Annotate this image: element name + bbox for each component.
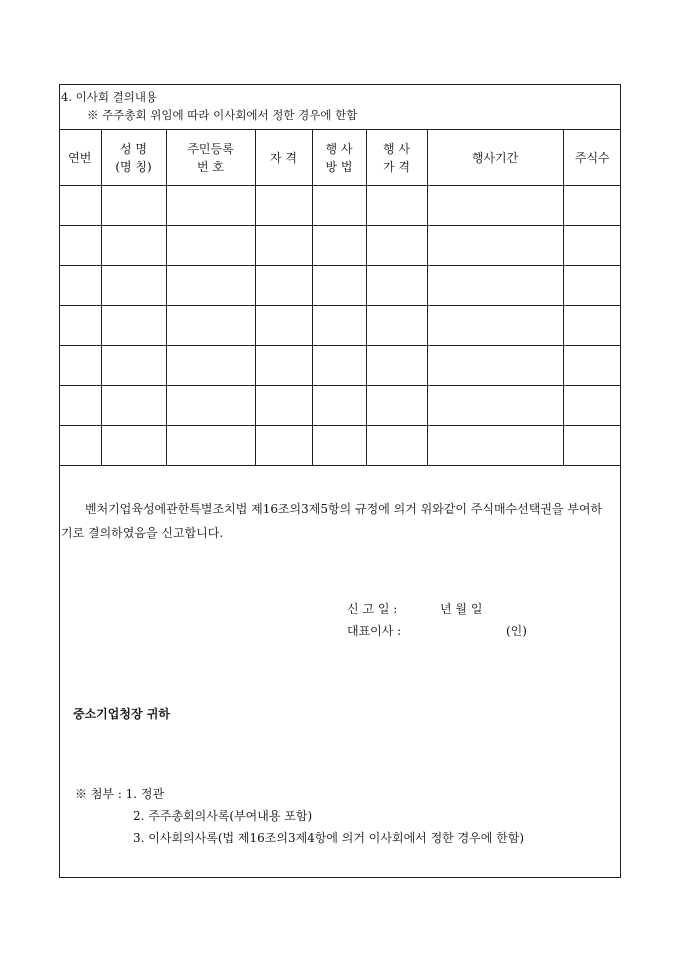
table-cell [563, 426, 621, 466]
header-serial: 연번 [59, 130, 101, 186]
attachment-item: 1. 정관 [125, 787, 165, 801]
table-cell [427, 346, 563, 386]
table-cell [101, 386, 166, 426]
section-title: 4. 이사회 결의내용 [61, 90, 158, 104]
representative-label: 대표이사 : [347, 624, 402, 638]
table-cell [166, 226, 255, 266]
table-cell [166, 386, 255, 426]
table-cell [312, 266, 366, 306]
table-cell [101, 306, 166, 346]
attachment-item: 2. 주주총회의사록(부여내용 포함) [133, 809, 313, 823]
table-cell [59, 426, 101, 466]
table-cell [255, 386, 312, 426]
table-cell [312, 386, 366, 426]
table-header-row [59, 130, 621, 186]
header-qualification: 자 격 [255, 130, 312, 186]
table-cell [312, 186, 366, 226]
table-cell [366, 386, 427, 426]
table-cell [312, 346, 366, 386]
table-cell [255, 346, 312, 386]
table-cell [101, 226, 166, 266]
table-cell [101, 266, 166, 306]
table-cell [166, 346, 255, 386]
table-cell [563, 306, 621, 346]
table-cell [255, 266, 312, 306]
table-cell [312, 226, 366, 266]
header-exercise-price: 행 사 가 격 [366, 130, 427, 186]
declaration-statement: 벤처기업육성에관한특별조치법 제16조의3제5항의 규정에 의거 위와같이 주식매수선택권을 부여하기로 결의하였음을 신고합니다. [61, 502, 603, 540]
table-cell [366, 186, 427, 226]
table-cell [312, 306, 366, 346]
report-date [347, 600, 483, 617]
table-cell [563, 386, 621, 426]
table-cell [59, 186, 101, 226]
header-exercise-method: 행 사 방 법 [312, 130, 366, 186]
table-cell [101, 346, 166, 386]
resolution-table [59, 129, 621, 466]
table-row [59, 266, 621, 306]
table-cell [366, 426, 427, 466]
table-row [59, 186, 621, 226]
table-cell [366, 226, 427, 266]
report-date-label: 신 고 일 : [347, 602, 398, 616]
header-exercise-period: 행사기간 [427, 130, 563, 186]
attachment-item: 3. 이사회의사록(법 제16조의3제4항에 의거 이사회에서 정한 경우에 한함) [133, 831, 525, 845]
table-cell [563, 226, 621, 266]
table-cell [255, 186, 312, 226]
table-cell [427, 226, 563, 266]
table-row [59, 426, 621, 466]
table-row [59, 346, 621, 386]
table-cell [427, 306, 563, 346]
table-cell [366, 266, 427, 306]
table-cell [101, 186, 166, 226]
table-cell [166, 426, 255, 466]
table-cell [427, 266, 563, 306]
table-cell [59, 306, 101, 346]
table-cell [166, 266, 255, 306]
scope-note: ※ 주주총회 위임에 따라 이사회에서 정한 경우에 한함 [87, 108, 358, 122]
table-cell [101, 426, 166, 466]
table-cell [312, 426, 366, 466]
header-share-count: 주식수 [563, 130, 621, 186]
table-cell [255, 426, 312, 466]
table-cell [166, 306, 255, 346]
table-cell [563, 186, 621, 226]
table-row [59, 306, 621, 346]
seal-mark: (인) [506, 624, 527, 638]
table-cell [563, 346, 621, 386]
table-cell [563, 266, 621, 306]
table-cell [59, 346, 101, 386]
table-cell [255, 306, 312, 346]
table-cell [427, 426, 563, 466]
table-cell [59, 266, 101, 306]
report-date-units: 년 월 일 [440, 602, 483, 616]
table-row [59, 386, 621, 426]
table-cell [427, 386, 563, 426]
attachments-label: ※ 첨부 : [75, 787, 126, 801]
table-cell [427, 186, 563, 226]
table-cell [366, 346, 427, 386]
table-cell [366, 306, 427, 346]
header-resident-id: 주민등록 번 호 [166, 130, 255, 186]
attachments [75, 783, 525, 845]
addressee: 중소기업청장 귀하 [73, 707, 170, 721]
table-cell [255, 226, 312, 266]
header-name: 성 명 (명 칭) [101, 130, 166, 186]
table-cell [59, 386, 101, 426]
table-row [59, 226, 621, 266]
table-cell [166, 186, 255, 226]
table-cell [59, 226, 101, 266]
